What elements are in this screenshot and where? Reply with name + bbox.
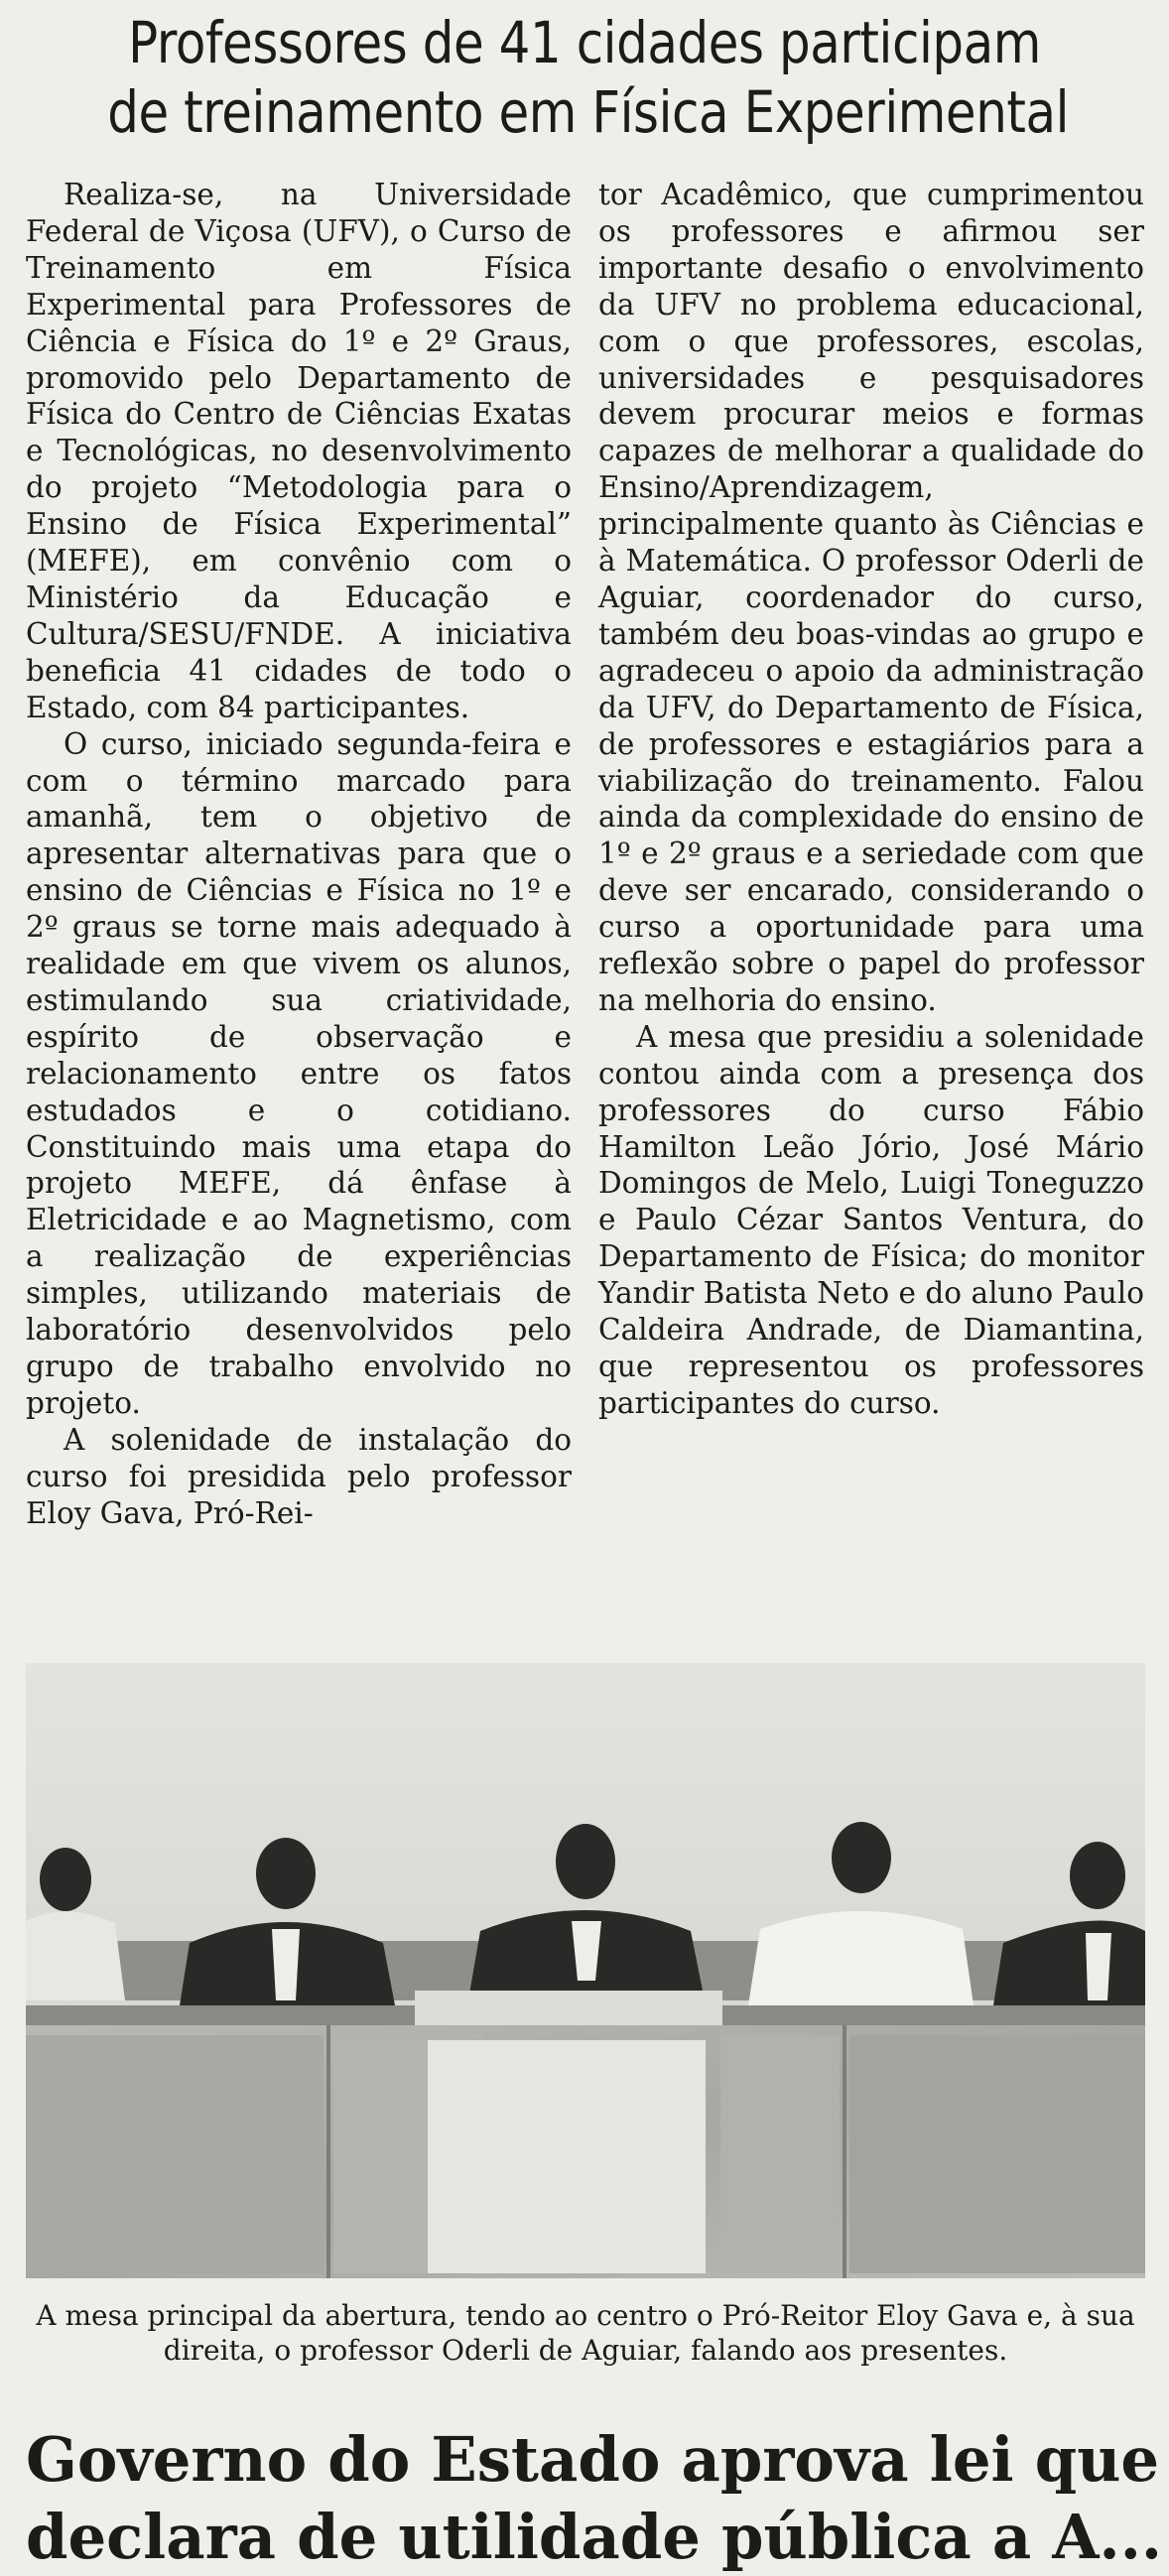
paragraph: A solenidade de instalação do curso foi presidida pelo professor Eloy Gava, Pró-Rei- [26, 1422, 572, 1530]
photo-caption: A mesa principal da abertura, tendo ao centro o Pró-Reitor Eloy Gava e, à sua direita, o professor Oderli de Aguiar, falando aos presentes. [36, 2299, 1135, 2367]
paragraph: tor Acadêmico, que cumprimentou os professores e afirmou ser importante desafio o envolvimento da UFV no problema educacional, com o que professores, escolas, universidades e pesquisadores devem procurar meios e formas capazes de melhorar a qualidade do Ensino/Aprendizagem, principalmente quanto às Ciências e à Matemática. O professor Oderli de Aguiar, coordenador do curso, também deu boas-vindas ao grupo e agradeceu o apoio da administração da UFV, do Departamento de Física, de professores e estagiários para a viabilização do treinamento. Falou ainda da complexidade do ensino de 1º e 2º graus e a seriedade com que deve ser encarado, considerando o curso a oportunidade para uma reflexão sobre o papel do professor na melhoria do ensino. [598, 178, 1144, 1017]
next-headline-line-2: declara de utilidade pública a A... [26, 2501, 1163, 2573]
news-photo [26, 1663, 1145, 2278]
text-column-right [598, 177, 1144, 1422]
headline-line-1: Professores de 41 cidades participam [128, 9, 1041, 76]
headline-line-2: de treinamento em Física Experimental [107, 78, 1070, 146]
next-headline-line-1: Governo do Estado aprova lei que [26, 2423, 1160, 2496]
article-headline [107, 8, 1070, 147]
text-column-left [26, 177, 572, 1532]
photo-illustration [26, 1663, 1145, 2278]
paragraph: A mesa que presidiu a solenidade contou ainda com a presença dos professores do curso Fábio Hamilton Leão Jório, José Mário Domingos de Melo, Luigi Toneguzzo e Paulo Cézar Santos Ventura, do Departamento de Física; do monitor Yandir Batista Neto e do aluno Paulo Caldeira Andrade, de Diamantina, que representou os professores participantes do curso. [598, 1019, 1144, 1420]
next-article-headline [26, 2421, 1163, 2573]
paragraph: O curso, iniciado segunda-feira e com o término marcado para amanhã, tem o objetivo de apresentar alternativas para que o ensino de Ciências e Física no 1º e 2º graus se torne mais adequado à realidade em que vivem os alunos, estimulando sua criatividade, espírito de observação e relacionamento entre os fatos estudados e o cotidiano. Constituindo mais uma etapa do projeto MEFE, dá ênfase à Eletricidade e ao Magnetismo, com a realização de experiências simples, utilizando materiais de laboratório desenvolvidos pelo grupo de trabalho envolvido no projeto. [26, 726, 572, 1420]
paragraph: Realiza-se, na Universidade Federal de Viçosa (UFV), o Curso de Treinamento em Física Experimental para Professores de Ciência e Física do 1º e 2º Graus, promovido pelo Departamento de Física do Centro de Ciências Exatas e Tecnológicas, no desenvolvimento do projeto “Metodologia para o Ensino de Física Experimental” (MEFE), em convênio com o Ministério da Educação e Cultura/SESU/FNDE. A iniciativa beneficia 41 cidades de todo o Estado, com 84 participantes. [26, 178, 572, 724]
